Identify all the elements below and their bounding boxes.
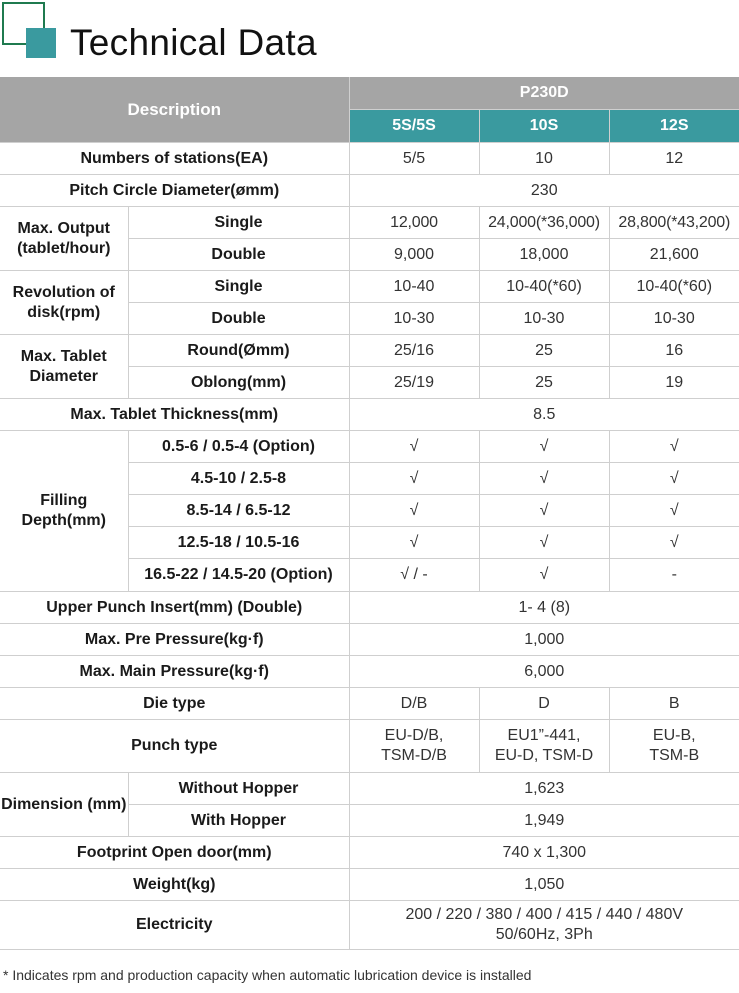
row-label-revolution: Revolution of disk(rpm) [0, 271, 128, 335]
cell-value: 28,800(*43,200) [609, 207, 739, 239]
cell-value [349, 901, 739, 950]
cell-value: 1- 4 (8) [349, 592, 739, 624]
table-row [0, 837, 739, 869]
header-variant-3: 12S [609, 110, 739, 143]
table-row [0, 399, 739, 431]
cell-line: 200 / 220 / 380 / 400 / 415 / 440 / 480V [405, 906, 684, 923]
row-label-die-type: Die type [0, 688, 349, 720]
cell-value: B [609, 688, 739, 720]
cell-value: √ [479, 463, 609, 495]
cell-value: D [479, 688, 609, 720]
table-row [0, 773, 739, 805]
row-label-tablet-diameter: Max. Tablet Diameter [0, 335, 128, 399]
cell-value [609, 720, 739, 773]
cell-value: 25 [479, 367, 609, 399]
cell-value: 10-40(*60) [479, 271, 609, 303]
page-title: Technical Data [70, 22, 317, 63]
cell-value: 12,000 [349, 207, 479, 239]
cell-value [349, 720, 479, 773]
sub-label-single: Single [128, 207, 349, 239]
cell-value: √ [479, 431, 609, 463]
table-row [0, 656, 739, 688]
header-variant-2: 10S [479, 110, 609, 143]
header-model: P230D [349, 77, 739, 110]
cell-value: 230 [349, 175, 739, 207]
row-label-stations: Numbers of stations(EA) [0, 143, 349, 175]
sub-label-filling: 8.5-14 / 6.5-12 [128, 495, 349, 527]
sub-label-round: Round(Ømm) [128, 335, 349, 367]
cell-value: - [609, 559, 739, 592]
cell-value: √ [609, 463, 739, 495]
row-label-pre-pressure: Max. Pre Pressure(kg·f) [0, 624, 349, 656]
cell-value [479, 720, 609, 773]
row-label-filling: Filling Depth(mm) [0, 431, 128, 592]
cell-value: 25/16 [349, 335, 479, 367]
row-label-output: Max. Output (tablet/hour) [0, 207, 128, 271]
cell-value: 18,000 [479, 239, 609, 271]
sub-label-oblong: Oblong(mm) [128, 367, 349, 399]
spec-table [0, 77, 739, 950]
table-row [0, 335, 739, 367]
table-row [0, 271, 739, 303]
cell-value: 1,000 [349, 624, 739, 656]
cell-value: 10-40 [349, 271, 479, 303]
sub-label-filling: 4.5-10 / 2.5-8 [128, 463, 349, 495]
table-row [0, 175, 739, 207]
cell-line: EU-B, [652, 727, 696, 744]
cell-line: EU1”-441, [507, 727, 581, 744]
cell-value: √ [349, 495, 479, 527]
header-variant-1: 5S/5S [349, 110, 479, 143]
cell-value: 1,050 [349, 869, 739, 901]
cell-value: 12 [609, 143, 739, 175]
sub-label-double: Double [128, 239, 349, 271]
cell-value: √ [349, 431, 479, 463]
table-row [0, 431, 739, 463]
table-row [0, 901, 739, 950]
row-label-footprint: Footprint Open door(mm) [0, 837, 349, 869]
cell-value: 24,000(*36,000) [479, 207, 609, 239]
cell-value: 25/19 [349, 367, 479, 399]
cell-value: D/B [349, 688, 479, 720]
cell-value: √ [479, 495, 609, 527]
table-row [0, 592, 739, 624]
sub-label-filling: 16.5-22 / 14.5-20 (Option) [128, 559, 349, 592]
row-label-punch-type: Punch type [0, 720, 349, 773]
cell-line: 50/60Hz, 3Ph [495, 926, 593, 943]
cell-value: 10-40(*60) [609, 271, 739, 303]
sub-label-filling: 12.5-18 / 10.5-16 [128, 527, 349, 559]
row-label-main-pressure: Max. Main Pressure(kg·f) [0, 656, 349, 688]
cell-value: 10 [479, 143, 609, 175]
cell-value: 1,623 [349, 773, 739, 805]
cell-value: 6,000 [349, 656, 739, 688]
title-row [0, 0, 739, 70]
cell-value: 1,949 [349, 805, 739, 837]
row-label-electricity: Electricity [0, 901, 349, 950]
cell-line: TSM-B [649, 747, 700, 764]
cell-value: √ [609, 527, 739, 559]
cell-value: √ [479, 527, 609, 559]
cell-value: 9,000 [349, 239, 479, 271]
sub-label-single: Single [128, 271, 349, 303]
sub-label-without-hopper: Without Hopper [128, 773, 349, 805]
footnote: * Indicates rpm and production capacity when automatic lubrication device is installed [3, 967, 532, 983]
cell-line: EU-D, TSM-D [494, 747, 594, 764]
cell-value: 16 [609, 335, 739, 367]
cell-value: 740 x 1,300 [349, 837, 739, 869]
header-description: Description [0, 77, 349, 143]
cell-value: √ / - [349, 559, 479, 592]
logo-fill-square [26, 28, 56, 58]
table-row [0, 720, 739, 773]
table-row [0, 869, 739, 901]
cell-value: √ [479, 559, 609, 592]
cell-value: 10-30 [609, 303, 739, 335]
cell-value: 10-30 [479, 303, 609, 335]
cell-value: 5/5 [349, 143, 479, 175]
table-row [0, 624, 739, 656]
row-label-weight: Weight(kg) [0, 869, 349, 901]
sub-label-with-hopper: With Hopper [128, 805, 349, 837]
row-label-dimension: Dimension (mm) [0, 773, 128, 837]
sub-label-filling: 0.5-6 / 0.5-4 (Option) [128, 431, 349, 463]
cell-line: EU-D/B, [384, 727, 444, 744]
cell-value: 19 [609, 367, 739, 399]
cell-value: 21,600 [609, 239, 739, 271]
table-row [0, 143, 739, 175]
cell-value: √ [349, 527, 479, 559]
cell-value: √ [609, 495, 739, 527]
cell-value: 8.5 [349, 399, 739, 431]
cell-line: TSM-D/B [381, 747, 447, 764]
row-label-pcd: Pitch Circle Diameter(ømm) [0, 175, 349, 207]
cell-value: 25 [479, 335, 609, 367]
cell-value: √ [349, 463, 479, 495]
table-row [0, 688, 739, 720]
row-label-upper-punch: Upper Punch Insert(mm) (Double) [0, 592, 349, 624]
cell-value: √ [609, 431, 739, 463]
row-label-thickness: Max. Tablet Thickness(mm) [0, 399, 349, 431]
table-row [0, 207, 739, 239]
sub-label-double: Double [128, 303, 349, 335]
cell-value: 10-30 [349, 303, 479, 335]
